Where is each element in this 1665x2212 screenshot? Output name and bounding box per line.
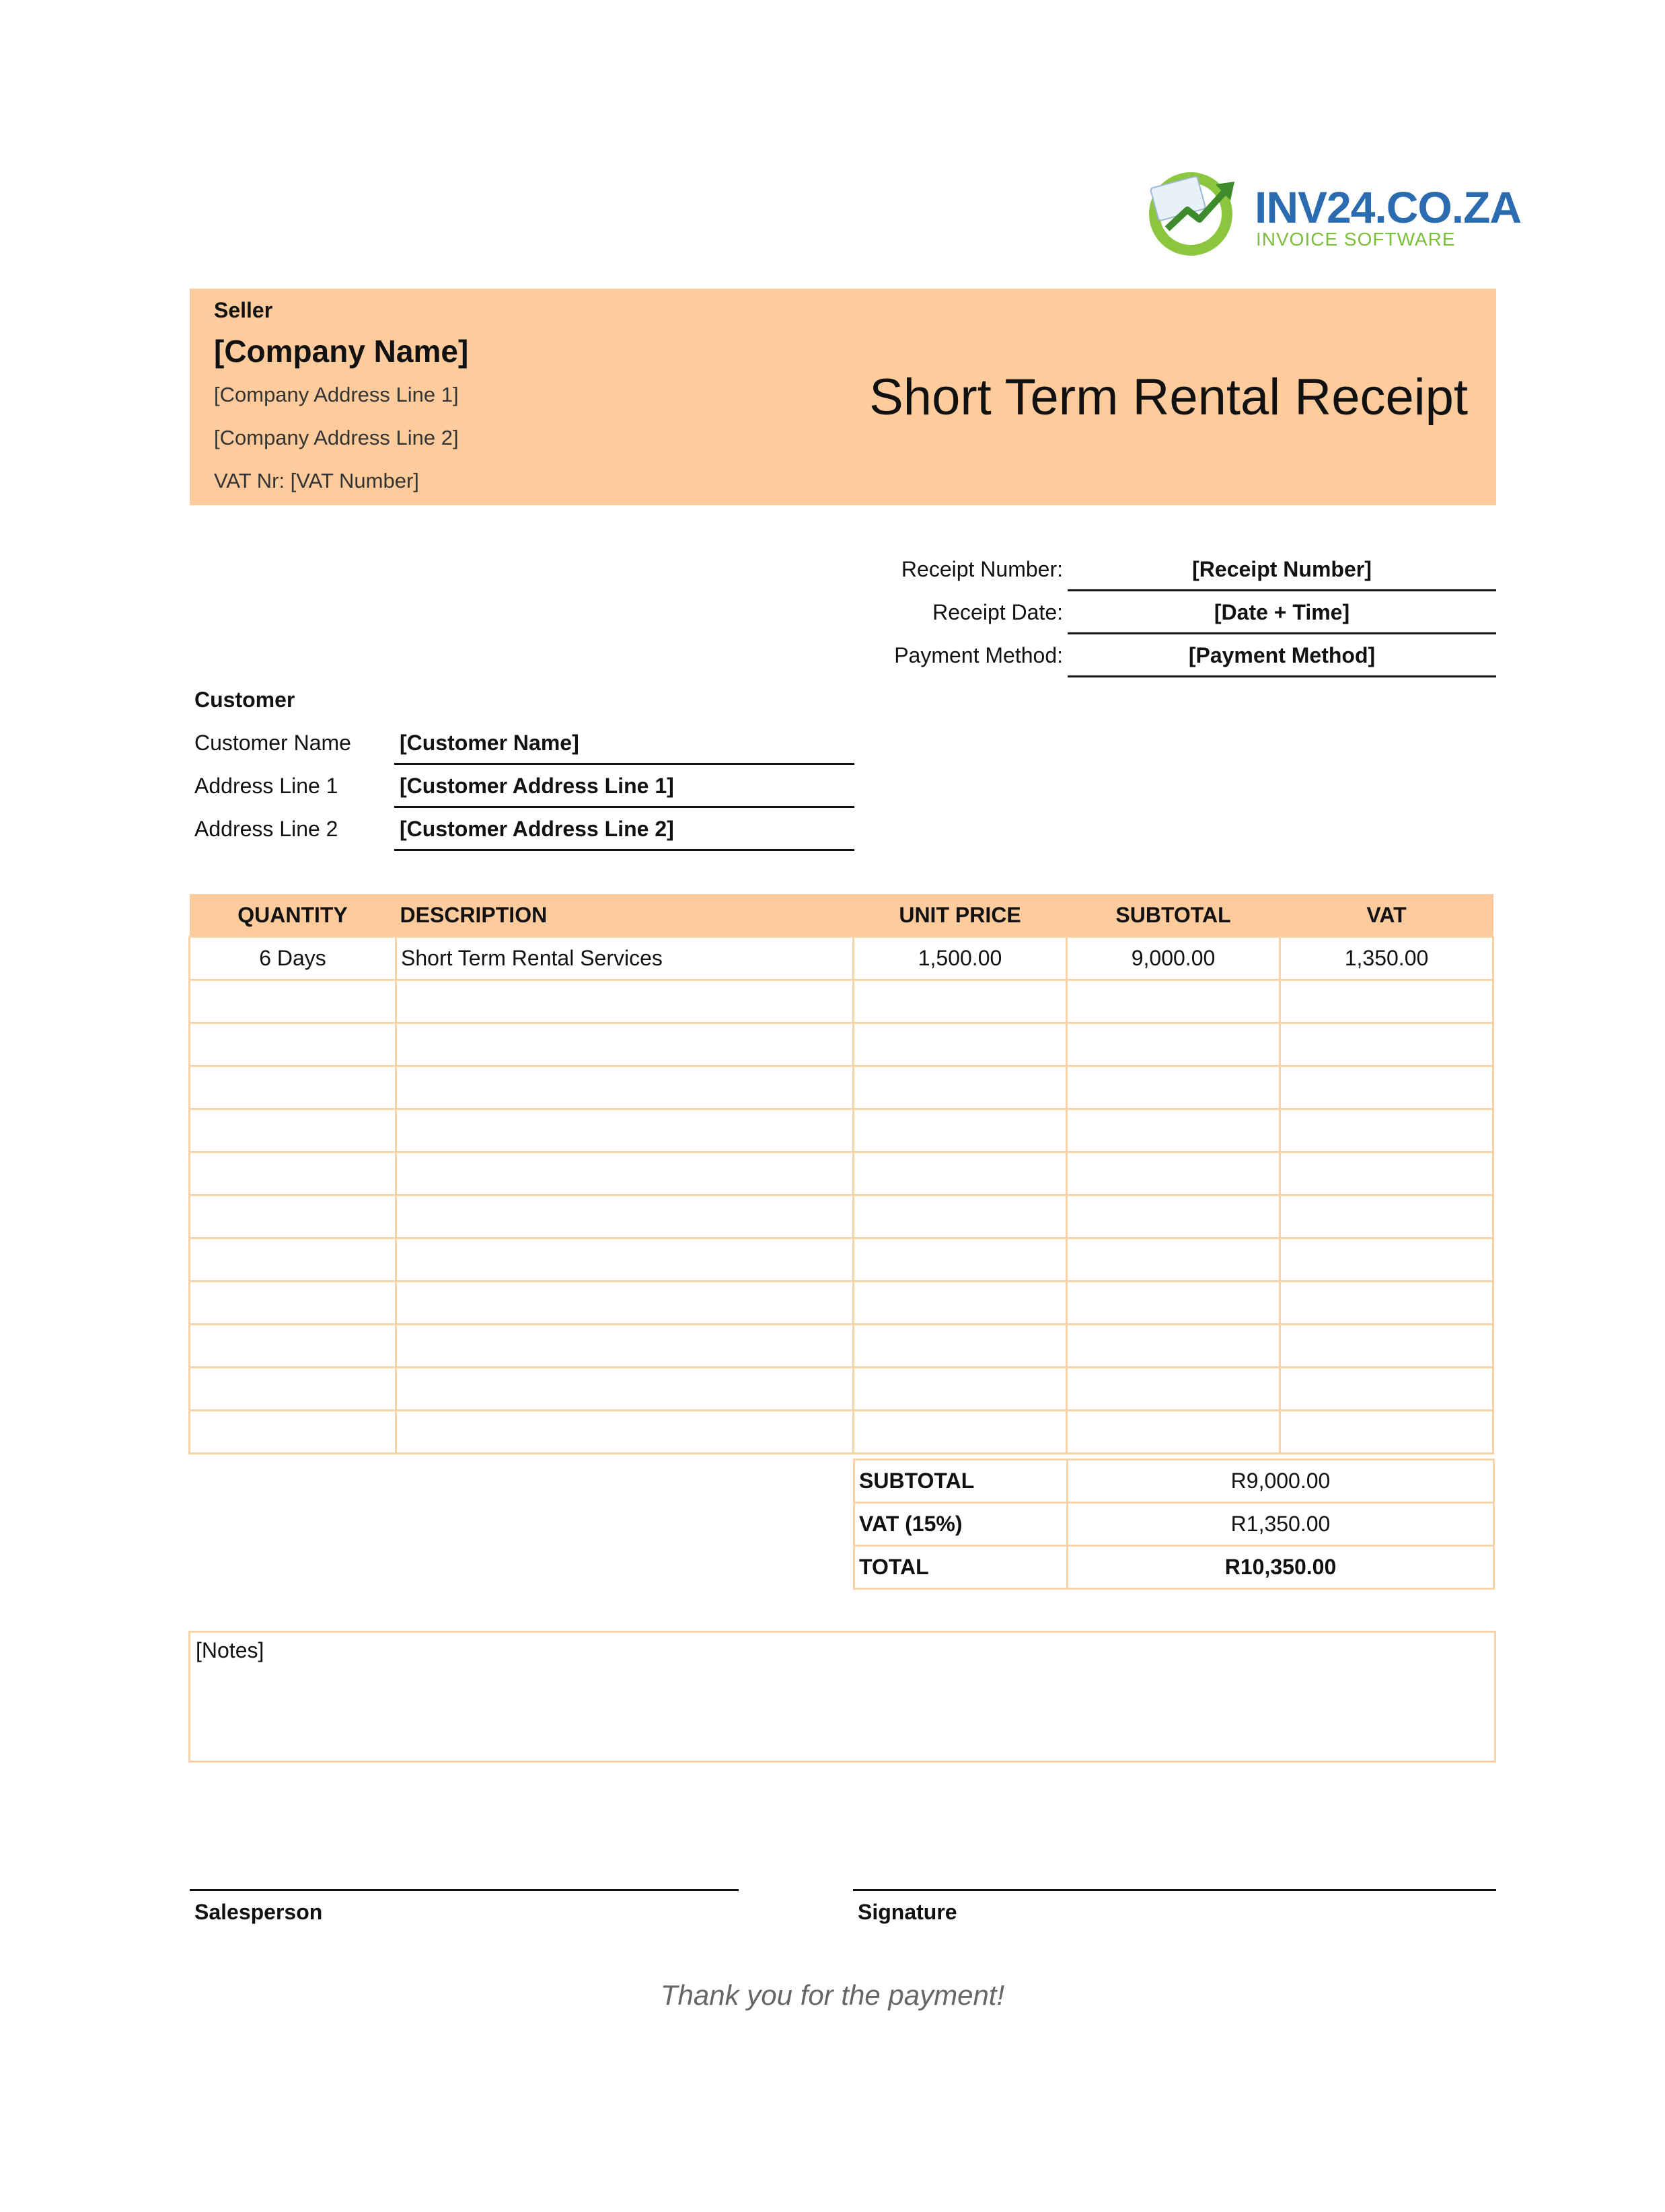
cell-subtotal — [1067, 1239, 1280, 1282]
table-row — [190, 1066, 1493, 1109]
totals-subtotal-row — [854, 1460, 1494, 1503]
salesperson-signature-line — [190, 1889, 739, 1891]
table-row — [190, 1368, 1493, 1411]
payment-method-underline — [1068, 675, 1496, 677]
signature-line — [853, 1889, 1496, 1891]
cell-description — [396, 1023, 854, 1066]
company-address-line-1: [Company Address Line 1] — [214, 383, 459, 406]
customer-address-1-label: Address Line 1 — [194, 774, 338, 798]
salesperson-label: Salesperson — [194, 1900, 323, 1924]
cell-subtotal — [1067, 1152, 1280, 1195]
cell-subtotal — [1067, 1109, 1280, 1152]
seller-label: Seller — [214, 298, 273, 322]
cell-unit-price — [854, 1239, 1067, 1282]
cell-vat — [1280, 1239, 1493, 1282]
cell-vat — [1280, 1368, 1493, 1411]
notes-text: [Notes] — [196, 1638, 264, 1662]
cell-unit-price — [854, 1325, 1067, 1368]
table-row — [190, 1411, 1493, 1454]
cell-unit-price — [854, 1411, 1067, 1454]
receipt-date-value: [Date + Time] — [1214, 600, 1350, 624]
cell-description — [396, 1195, 854, 1239]
cell-quantity — [190, 1152, 396, 1195]
cell-subtotal: 9,000.00 — [1067, 937, 1280, 980]
table-row — [190, 1325, 1493, 1368]
cell-subtotal — [1067, 1282, 1280, 1325]
totals-vat-label: VAT (15%) — [854, 1503, 1068, 1546]
cell-description — [396, 1239, 854, 1282]
cell-subtotal — [1067, 1066, 1280, 1109]
receipt-number-value: [Receipt Number] — [1192, 557, 1372, 581]
cell-unit-price — [854, 1368, 1067, 1411]
cell-description: Short Term Rental Services — [396, 937, 854, 980]
totals-total-value: R10,350.00 — [1068, 1546, 1494, 1589]
items-table — [188, 894, 1494, 1454]
table-row — [190, 1152, 1493, 1195]
cell-description — [396, 1325, 854, 1368]
header-description: DESCRIPTION — [396, 894, 854, 937]
cell-vat — [1280, 980, 1493, 1023]
table-row — [190, 937, 1493, 980]
header-vat: VAT — [1280, 894, 1493, 937]
cell-unit-price — [854, 1023, 1067, 1066]
cell-vat — [1280, 1325, 1493, 1368]
cell-description — [396, 1368, 854, 1411]
customer-heading: Customer — [194, 688, 295, 712]
company-address-line-2: [Company Address Line 2] — [214, 426, 459, 449]
cell-subtotal — [1067, 1368, 1280, 1411]
totals-subtotal-label: SUBTOTAL — [854, 1460, 1068, 1503]
totals-vat-row — [854, 1503, 1494, 1546]
cell-description — [396, 1152, 854, 1195]
cell-quantity — [190, 1239, 396, 1282]
cell-quantity — [190, 1282, 396, 1325]
cell-subtotal — [1067, 1195, 1280, 1239]
cell-quantity — [190, 1368, 396, 1411]
logo-brand-text: INV24.CO.ZA — [1255, 182, 1522, 232]
table-row — [190, 1023, 1493, 1066]
cell-unit-price — [854, 1109, 1067, 1152]
cell-unit-price — [854, 1195, 1067, 1239]
cell-vat — [1280, 1282, 1493, 1325]
header-unit-price: UNIT PRICE — [854, 894, 1067, 937]
customer-address-2-label: Address Line 2 — [194, 817, 338, 841]
cell-quantity — [190, 1109, 396, 1152]
cell-unit-price: 1,500.00 — [854, 937, 1067, 980]
cell-vat: 1,350.00 — [1280, 937, 1493, 980]
cell-quantity — [190, 1023, 396, 1066]
cell-subtotal — [1067, 980, 1280, 1023]
receipt-number-underline — [1068, 589, 1496, 591]
payment-method-label: Payment Method: — [894, 643, 1063, 667]
customer-name-value: [Customer Name] — [400, 731, 579, 755]
cell-vat — [1280, 1066, 1493, 1109]
cell-unit-price — [854, 1152, 1067, 1195]
seller-header — [190, 289, 1496, 505]
company-vat-number: VAT Nr: [VAT Number] — [214, 469, 419, 492]
customer-name-underline — [394, 763, 854, 765]
header-subtotal: SUBTOTAL — [1067, 894, 1280, 937]
payment-method-value: [Payment Method] — [1188, 643, 1376, 667]
company-logo — [1140, 161, 1522, 262]
cell-subtotal — [1067, 1325, 1280, 1368]
cell-quantity — [190, 1195, 396, 1239]
logo-tagline: INVOICE SOFTWARE — [1256, 229, 1456, 250]
company-name: [Company Name] — [214, 334, 469, 369]
items-header-row — [190, 894, 1493, 937]
cell-description — [396, 1066, 854, 1109]
cell-unit-price — [854, 1282, 1067, 1325]
cell-subtotal — [1067, 1411, 1280, 1454]
totals-table — [853, 1459, 1495, 1590]
cell-unit-price — [854, 980, 1067, 1023]
cell-unit-price — [854, 1066, 1067, 1109]
cell-quantity — [190, 1411, 396, 1454]
table-row — [190, 1109, 1493, 1152]
header-quantity: QUANTITY — [190, 894, 396, 937]
cell-vat — [1280, 1152, 1493, 1195]
cell-description — [396, 980, 854, 1023]
customer-address-1-value: [Customer Address Line 1] — [400, 774, 674, 798]
cell-vat — [1280, 1195, 1493, 1239]
cell-vat — [1280, 1411, 1493, 1454]
logo-chart-icon — [1140, 161, 1248, 262]
cell-description — [396, 1282, 854, 1325]
cell-vat — [1280, 1023, 1493, 1066]
totals-total-label: TOTAL — [854, 1546, 1068, 1589]
receipt-date-underline — [1068, 632, 1496, 634]
totals-subtotal-value: R9,000.00 — [1068, 1460, 1494, 1503]
customer-address-2-underline — [394, 849, 854, 851]
document-title: Short Term Rental Receipt — [869, 369, 1468, 426]
table-row — [190, 1282, 1493, 1325]
customer-address-1-underline — [394, 806, 854, 808]
cell-quantity — [190, 980, 396, 1023]
table-row — [190, 980, 1493, 1023]
receipt-number-label: Receipt Number: — [901, 557, 1063, 581]
signature-label: Signature — [858, 1900, 957, 1924]
cell-vat — [1280, 1109, 1493, 1152]
thank-you-message: Thank you for the payment! — [660, 1979, 1005, 2011]
receipt-date-label: Receipt Date: — [932, 600, 1063, 624]
totals-total-row — [854, 1546, 1494, 1589]
cell-description — [396, 1109, 854, 1152]
customer-address-2-value: [Customer Address Line 2] — [400, 817, 674, 841]
table-row — [190, 1239, 1493, 1282]
notes-box — [188, 1631, 1496, 1763]
cell-subtotal — [1067, 1023, 1280, 1066]
totals-vat-value: R1,350.00 — [1068, 1503, 1494, 1546]
cell-quantity — [190, 1325, 396, 1368]
cell-quantity — [190, 1066, 396, 1109]
customer-name-label: Customer Name — [194, 731, 351, 755]
cell-description — [396, 1411, 854, 1454]
table-row — [190, 1195, 1493, 1239]
cell-quantity: 6 Days — [190, 937, 396, 980]
